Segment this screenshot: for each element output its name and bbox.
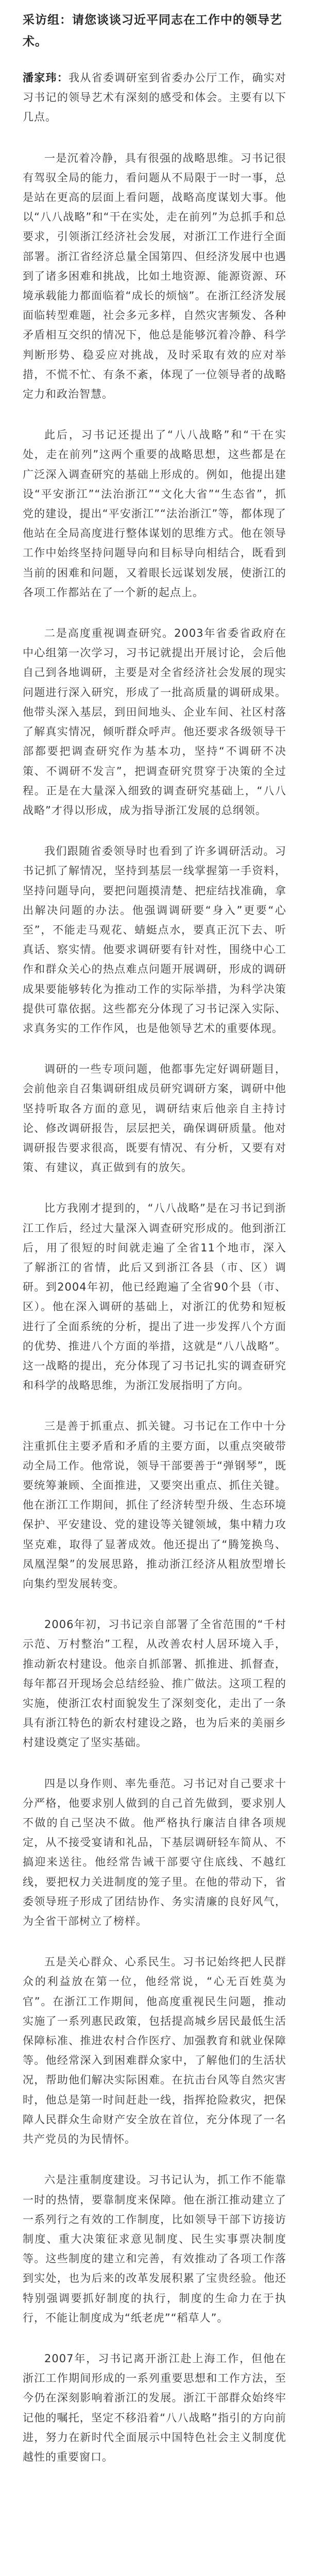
article-paragraph xyxy=(23,148,286,404)
article-paragraph xyxy=(23,1952,286,2149)
article-paragraph xyxy=(23,1774,286,1931)
article-paragraph xyxy=(23,1059,286,1177)
article-paragraph xyxy=(23,68,286,127)
speaker-name: 潘家玮： xyxy=(23,72,69,84)
article-paragraph xyxy=(23,1416,286,1594)
article-paragraph xyxy=(23,623,286,820)
article-title: 采访组：请您谈谈习近平同志在工作中的领导艺术。 xyxy=(23,13,282,48)
paragraph-text: 二是高度重视调查研究。2003年省委省政府在中心组第一次学习，习书记就提出开展讨论，会后他自己到各地调研，主要是对全省经济社会发展的现实问题进行深入研究，形成了一批高质量的调研成果。他带头深入基层，到田间地头、企业车间、社区村落了解真实情况，倾听群众呼声。他还要求各级领导干部都要把调查研究作为基本功，坚持“不调研不决策、不调研不发言”，把调查研究贯穿于决策的全过程。正是在大量深入细致的调查研究基础上，“八八战略”才得以形成，成为指导浙江发展的总纲领。 xyxy=(23,627,286,817)
paragraph-text: 2007年，习书记离开浙江赴上海工作，但他在浙江工作期间形成的一系列重要思想和工作方法，至今仍在深刻影响着浙江的发展。浙江干部群众始终牢记他的嘱托，坚定不移沿着“八八战略”指引的方向前进，努力在新时代全面展示中国特色社会主义制度优越性的重要窗口。 xyxy=(23,2352,286,2463)
article-paragraph xyxy=(23,2170,286,2328)
paragraph-text: 六是注重制度建设。习书记认为，抓工作不能靠一时的热情，要靠制度来保障。他在浙江推动建立了一系列行之有效的工作制度，比如领导干部下访接访制度、重大决策征求意见制度、民生实事票决制度等。这些制度的建立和完善，有效推动了各项工作落到实处，也为后来的改革发展积累了宝贵经验。他还特别强调要抓好制度的执行，制度的生命力在于执行，不能让制度成为“纸老虎”“稻草人”。 xyxy=(23,2174,286,2324)
paragraph-text: 2006年初，习书记亲自部署了全省范围的“千村示范、万村整治”工程，从改善农村人居环境入手，推动新农村建设。他亲自抓部署、抓推进、抓督查，每年都召开现场会总结经验、推广做法。这项工程的实施，使浙江农村面貌发生了深刻变化，走出了一条具有浙江特色的新农村建设之路，也为后来的美丽乡村建设奠定了坚实基础。 xyxy=(23,1618,286,1749)
article-paragraph xyxy=(23,841,286,1038)
paragraph-text: 四是以身作则、率先垂范。习书记对自己要求十分严格，他要求别人做到的自己首先做到，要求别人不做的自己坚决不做。他严格执行廉洁自律各项规定，从不接受宴请和礼品，下基层调研轻车简从、不搞迎来送往。他经常告诫干部要守住底线、不越红线，要把权力关进制度的笼子里。在他的带动下，省委领导班子形成了团结协作、务实清廉的良好风气，为全省干部树立了榜样。 xyxy=(23,1777,286,1928)
paragraph-text: 我从省委调研室到省委办公厅工作，确实对习书记的领导艺术有深刻的感受和体会。主要有以下几点。 xyxy=(23,72,287,124)
paragraph-text: 此后，习书记还提出了“八八战略”和“干在实处，走在前列”这两个重要的战略思想，这些都是在广泛深入调查研究的基础上形成的。例如，他提出建设“平安浙江”“法治浙江”“文化大省”“生态省”，抓党的建设，提出“平安浙江”“法治浙江”等，都体现了他站在全局高度进行整体谋划的思维方式。他在领导工作中始终坚持问题导向和目标导向相结合，既看到当前的困难和问题，又着眼长远谋划发展，使浙江的各项工作都站在了一个新的起点上。 xyxy=(23,429,286,599)
article-paragraph xyxy=(23,1198,286,1395)
paragraph-text: 三是善于抓重点、抓关键。习书记在工作中十分注重抓住主要矛盾和矛盾的主要方面，以重点突破带动全局工作。他常说，领导干部要善于“弹钢琴”，既要统筹兼顾、全面推进，又要突出重点、抓住关键。他在浙江工作期间，抓住了经济转型升级、生态环境保护、平安建设、党的建设等关键领域，集中精力攻坚克难，取得了显著成效。他还提出了“腾笼换鸟、凤凰涅槃”的发展思路，推动浙江经济从粗放型增长向集约型发展转变。 xyxy=(23,1420,286,1590)
paragraph-text: 一是沉着冷静，具有很强的战略思维。习书记很有驾驭全局的能力，看问题从不局限于一时一事，总是站在更高的层面上看问题，战略高度谋划大事。他以“八八战略”和“干在实处，走在前列”为总抓手和总要求，引领浙江经济社会发展，对浙江工作进行全面部署。浙江省经济总量全国第四、但经济发展中也遇到了诸多困难和挑战，比如土地资源、能源资源、环境承载能力都面临着“成长的烦恼”。在浙江经济发展面临转型难题，社会多元多样，自然灾害频发、各种矛盾相互交织的情况下，他总是能够沉着冷静、科学判断形势、稳妥应对挑战，及时采取有效的应对举措，不慌不忙、有条不紊，体现了一位领导者的战略定力和政治智慧。 xyxy=(23,151,286,401)
paragraph-text: 比方我刚才提到的，“八八战略”是在习书记到浙江工作后，经过大量深入调查研究形成的。他到浙江后，用了很短的时间就走遍了全省11个地市，深入了解浙江的省情，此后又到浙江各县（市、区）调研。到2004年初，他已经跑遍了全省90个县（市、区）。他在深入调研的基础上，对浙江的优势和短板进行了全面系统的分析，提出了进一步发挥八个方面的优势、推进八个方面的举措，这就是“八八战略”。这一战略的提出，充分体现了习书记扎实的调查研究和科学的战略思维，为浙江发展指明了方向。 xyxy=(23,1202,286,1392)
article-body xyxy=(23,68,286,2467)
article-paragraph xyxy=(23,425,286,602)
paragraph-text: 我们跟随省委领导时也看到了许多调研活动。习书记抓了解情况，坚持到基层一线掌握第一手资料，坚持问题导向，要把问题摸清楚、把症结找准确，拿出解决问题的办法。他强调调研要“身入”更要“心至”，不能走马观花、蜻蜓点水，要真正沉下去、听真话、察实情。他要求调研要有针对性，围绕中心工作和群众关心的热点难点问题开展调研，形成的调研成果要能够转化为推动工作的实际举措，为科学决策提供可靠依据。这些都充分体现了习书记深入实际、求真务实的工作作风，也是他领导艺术的重要体现。 xyxy=(23,845,286,1035)
article-paragraph xyxy=(23,1615,286,1752)
paragraph-text: 调研的一些专项问题，他都事先定好调研题目，会前他亲自召集调研组成员研究调研方案，调研中他坚持听取各方面的意见，调研结束后他亲自主持讨论、修改调研报告，层层把关，确保调研质量。他对调研报告要求很高，既要有情况、有分析，又要有对策、有建议，真正做到有的放矢。 xyxy=(23,1063,286,1174)
article-paragraph xyxy=(23,2349,286,2467)
paragraph-text: 五是关心群众、心系民生。习书记始终把人民群众的利益放在第一位，他经常说，“心无百姓莫为官”。在浙江工作期间，他高度重视民生问题，推动实施了一系列惠民政策，包括提高城乡居民最低生活保障标准、推进农村合作医疗、加强教育和就业保障等。他经常深入到困难群众家中，了解他们的生活状况，帮助他们解决实际困难。在抗击台风等自然灾害时，他总是第一时间赶赴一线，指挥抢险救灾，把保障人民群众生命财产安全放在首位，充分体现了一名共产党员的为民情怀。 xyxy=(23,1956,286,2146)
